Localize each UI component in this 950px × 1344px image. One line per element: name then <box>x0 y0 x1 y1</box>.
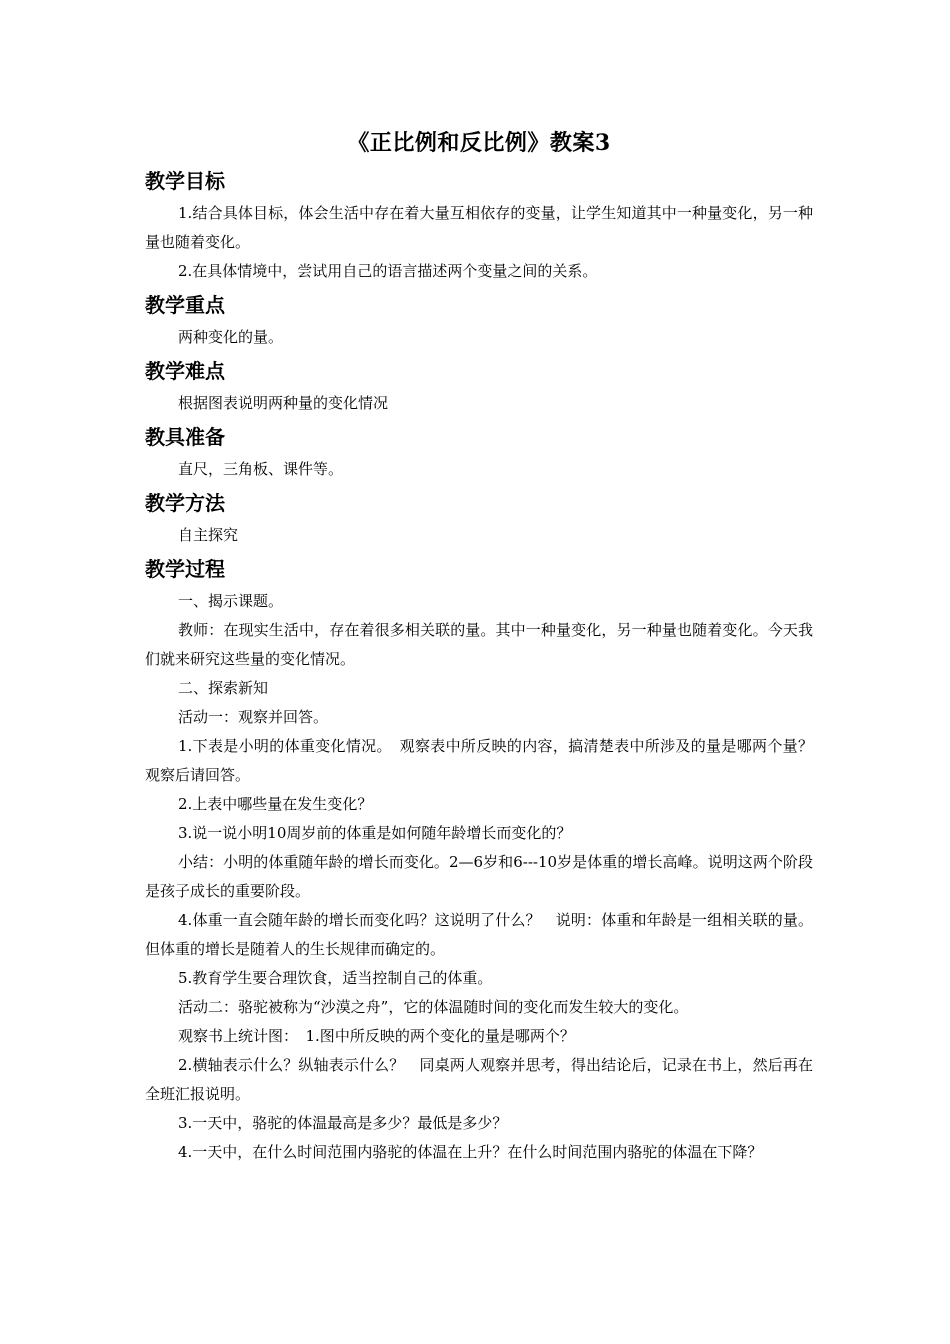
paragraph: 2.上表中哪些量在发生变化？ <box>178 795 373 813</box>
paragraph: 4.一天中，在什么时间范围内骆驼的体温在上升？在什么时间范围内骆驼的体温在下降？ <box>178 1143 763 1161</box>
paragraph: 2.横轴表示什么？纵轴表示什么？ 同桌两人观察并思考，得出结论后，记录在书上，然后再在全班汇报说明。 <box>145 1056 813 1103</box>
paragraph: 1.结合具体目标，体会生活中存在着大量互相依存的变量，让学生知道其中一种量变化，另一种量也随着变化。 <box>145 204 813 251</box>
document-title: 《正比例和反比例》教案3 <box>347 130 611 156</box>
section-heading: 教学过程 <box>145 557 225 581</box>
section-heading: 教学难点 <box>145 359 225 383</box>
document-page <box>145 118 813 1171</box>
section-methods <box>145 488 813 550</box>
paragraph: 4.体重一直会随年龄的增长而变化吗？这说明了什么？ 说明：体重和年龄是一组相关联的量。但体重的增长是随着人的生长规律而确定的。 <box>145 911 813 958</box>
paragraph: 一、揭示课题。 <box>178 592 284 610</box>
paragraph: 5.教育学生要合理饮食，适当控制自己的体重。 <box>178 969 493 987</box>
section-materials <box>145 422 813 484</box>
section-heading: 教具准备 <box>145 425 225 449</box>
section-process <box>145 554 813 1167</box>
paragraph: 教师：在现实生活中，存在着很多相关联的量。其中一种量变化，另一种量也随着变化。今天我们就来研究这些量的变化情况。 <box>145 621 813 668</box>
paragraph: 活动一：观察并回答。 <box>178 708 329 726</box>
section-heading: 教学重点 <box>145 293 225 317</box>
paragraph: 3.一天中，骆驼的体温最高是多少？最低是多少？ <box>178 1114 508 1132</box>
section-goals <box>145 166 813 286</box>
paragraph: 小结：小明的体重随年龄的增长而变化。2—6岁和6---10岁是体重的增长高峰。说明这两个阶段是孩子成长的重要阶段。 <box>145 853 813 900</box>
paragraph: 两种变化的量。 <box>178 328 284 346</box>
paragraph: 3.说一说小明10周岁前的体重是如何随年龄增长而变化的？ <box>178 824 572 842</box>
paragraph: 1.下表是小明的体重变化情况。 观察表中所反映的内容，搞清楚表中所涉及的量是哪两个量？观察后请回答。 <box>145 737 813 784</box>
paragraph: 二、探索新知 <box>178 679 269 697</box>
paragraph: 2.在具体情境中，尝试用自己的语言描述两个变量之间的关系。 <box>178 262 598 280</box>
paragraph: 自主探究 <box>178 526 239 544</box>
section-difficulties <box>145 356 813 418</box>
paragraph: 活动二：骆驼被称为“沙漠之舟”，它的体温随时间的变化而发生较大的变化。 <box>178 998 689 1016</box>
paragraph: 直尺，三角板、课件等。 <box>178 460 344 478</box>
section-heading: 教学目标 <box>145 169 225 193</box>
section-heading: 教学方法 <box>145 491 225 515</box>
paragraph: 根据图表说明两种量的变化情况 <box>178 394 389 412</box>
section-key-points <box>145 290 813 352</box>
paragraph: 观察书上统计图： 1.图中所反映的两个变化的量是哪两个？ <box>178 1027 575 1045</box>
